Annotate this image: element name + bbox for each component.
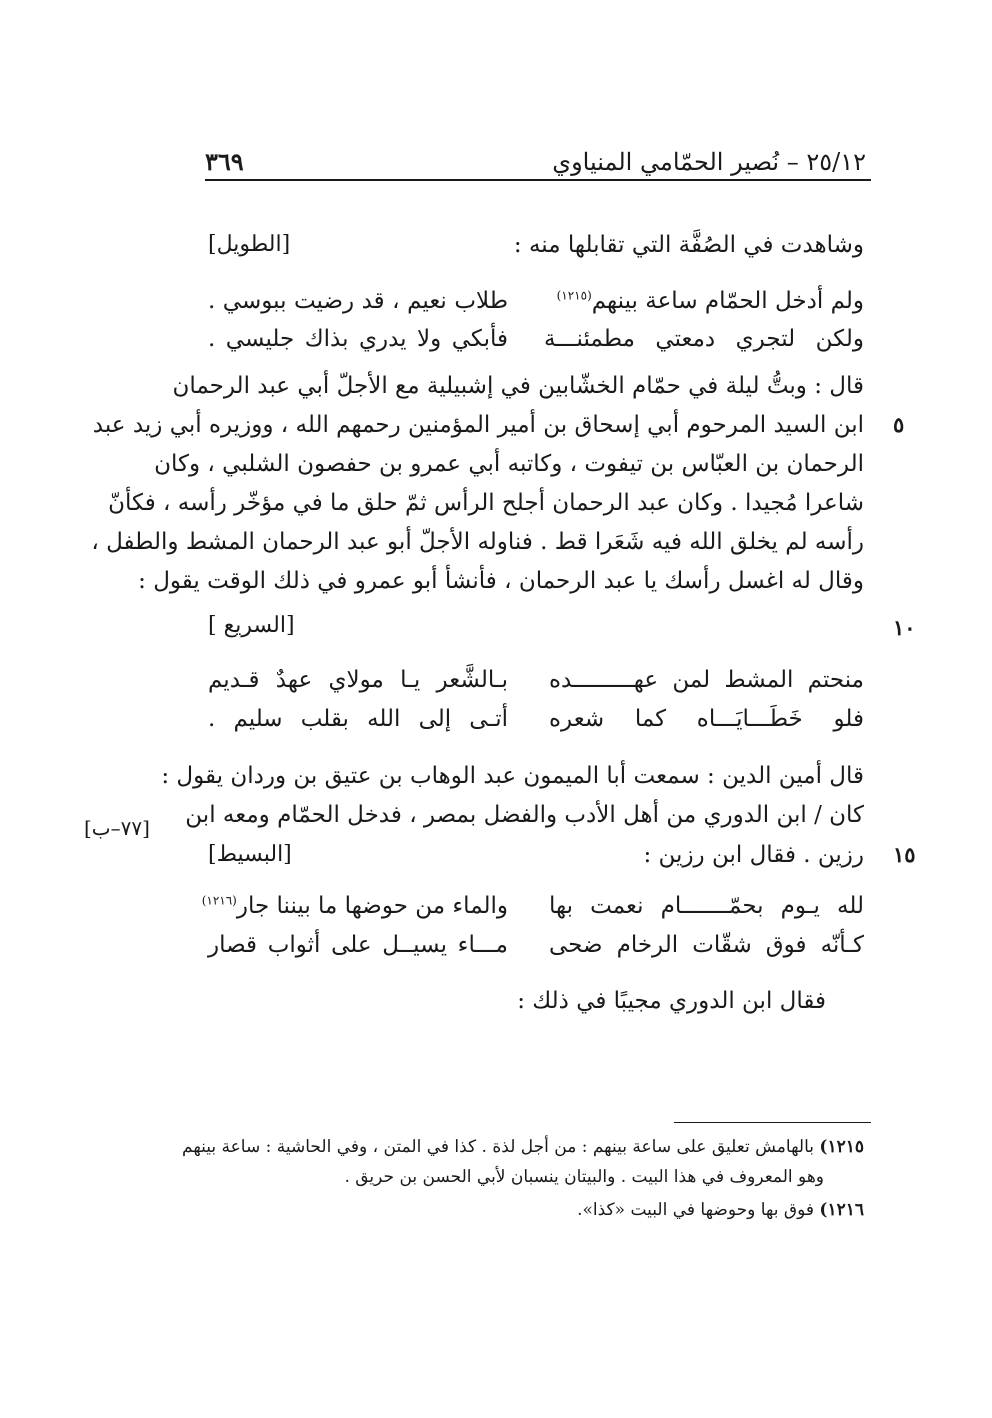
footnote-1215-line2: وهو المعروف في هذا البيت . والبيتان ينسبان لأبي الحسن بن حريق . [344, 1167, 824, 1187]
poem1-verse2-second: فأبكي ولا يدري بذاك جليسي . [208, 326, 508, 352]
poem1-verse1-second: طلاب نعيم ، قد رضيت ببوسي . [208, 288, 508, 314]
meter-label-tawil: [الطويل] [208, 232, 291, 257]
footnote-ref-1215: (١٢١٥) [556, 288, 592, 303]
poem2-verse2-first: فلو خَطَـــايَـــاه كما شعره [549, 706, 864, 732]
meter-label-basit: [البسيط] [208, 842, 292, 867]
footnote-1216: ١٢١٦) فوق بها وحوضها في البيت «كذا». [577, 1200, 864, 1220]
para1-line3: الرحمان بن العبّاس بن تيفوت ، وكاتبه أبي عمرو بن حفصون الشلبي ، وكان [154, 451, 864, 477]
para2-line2: كان / ابن الدوري من أهل الأدب والفضل بمصر ، فدخل الحمّام ومعه ابن [185, 802, 864, 828]
poem2-verse1-second: بـالشَّعر يـا مولاي عهدٌ قـديم [208, 667, 508, 693]
line-number-15: ١٥ [893, 842, 916, 867]
page-number: ٣٦٩ [205, 147, 244, 176]
meter-label-sari: [السريع ] [208, 613, 295, 638]
poem1-verse2-first: ولكن لتجري دمعتي مطمئنـــة [544, 326, 864, 352]
poem3-verse1-second: والماء من حوضها ما بيننا جار$^{(١٢١٦)}$ [201, 893, 508, 919]
footnote-ref-1216: (١٢١٦) [201, 893, 237, 908]
header-rule [205, 179, 871, 181]
line-number-10: ١٠ [893, 615, 916, 640]
para1-line4: شاعرا مُجيدا . وكان عبد الرحمان أجلح الرأس ثمّ حلق ما في مؤخّر رأسه ، فكأنّ [108, 490, 864, 516]
poem1-verse1-first: ولم أدخل الحمّام ساعة بينهم$^{(١٢١٥)}$ [556, 288, 864, 314]
intro-line: وشاهدت في الصُفَّة التي تقابلها منه : [513, 232, 864, 258]
para1-line5: رأسه لم يخلق الله فيه شَعَرا قط . فناوله الأجلّ أبو عبد الرحمان المشط والطفل ، [91, 529, 864, 555]
folio-reference: [٧٧–ب] [84, 816, 150, 840]
running-title: ٢٥/١٢ – نُصير الحمّامي المنياوي [552, 148, 866, 176]
poem3-verse1-first: لله يـوم بحمّـــــــام نعمت بها [549, 893, 864, 919]
para2-line3: رزين . فقال ابن رزين : [643, 842, 864, 868]
footnote-rule [674, 1122, 871, 1123]
footnote-1215-line1: ١٢١٥) بالهامش تعليق على ساعة بينهم : من أجل لذة . كذا في المتن ، وفي الحاشية : ساعة بينهم [182, 1137, 864, 1157]
para2-line1: قال أمين الدين : سمعت أبا الميمون عبد الوهاب بن عتيق بن وردان يقول : [161, 763, 864, 789]
footnote-number-1215: ١٢١٥) [819, 1137, 864, 1157]
line-number-5: ٥ [893, 412, 905, 437]
poem3-verse2-first: كـأنّه فوق شقّات الرخام ضحى [549, 932, 864, 958]
poem3-verse2-second: مـــاء يسيــل على أثواب قصار [208, 932, 508, 958]
para1-line1: قال : وبتُّ ليلة في حمّام الخشّابين في إشبيلية مع الأجلّ أبي عبد الرحمان [172, 373, 864, 399]
poem2-verse2-second: أتـى إلى الله بقلب سليم . [208, 706, 508, 732]
footnote-number-1216: ١٢١٦) [819, 1200, 864, 1220]
poem2-verse1-first: منحتم المشط لمن عهـــــــــده [549, 667, 864, 693]
para1-line6: وقال له اغسل رأسك يا عبد الرحمان ، فأنشأ أبو عمرو في ذلك الوقت يقول : [138, 568, 864, 594]
closing-line: فقال ابن الدوري مجيبًا في ذلك : [517, 988, 826, 1014]
para1-line2: ابن السيد المرحوم أبي إسحاق بن أمير المؤمنين رحمهم الله ، ووزيره أبي زيد عبد [92, 412, 864, 438]
